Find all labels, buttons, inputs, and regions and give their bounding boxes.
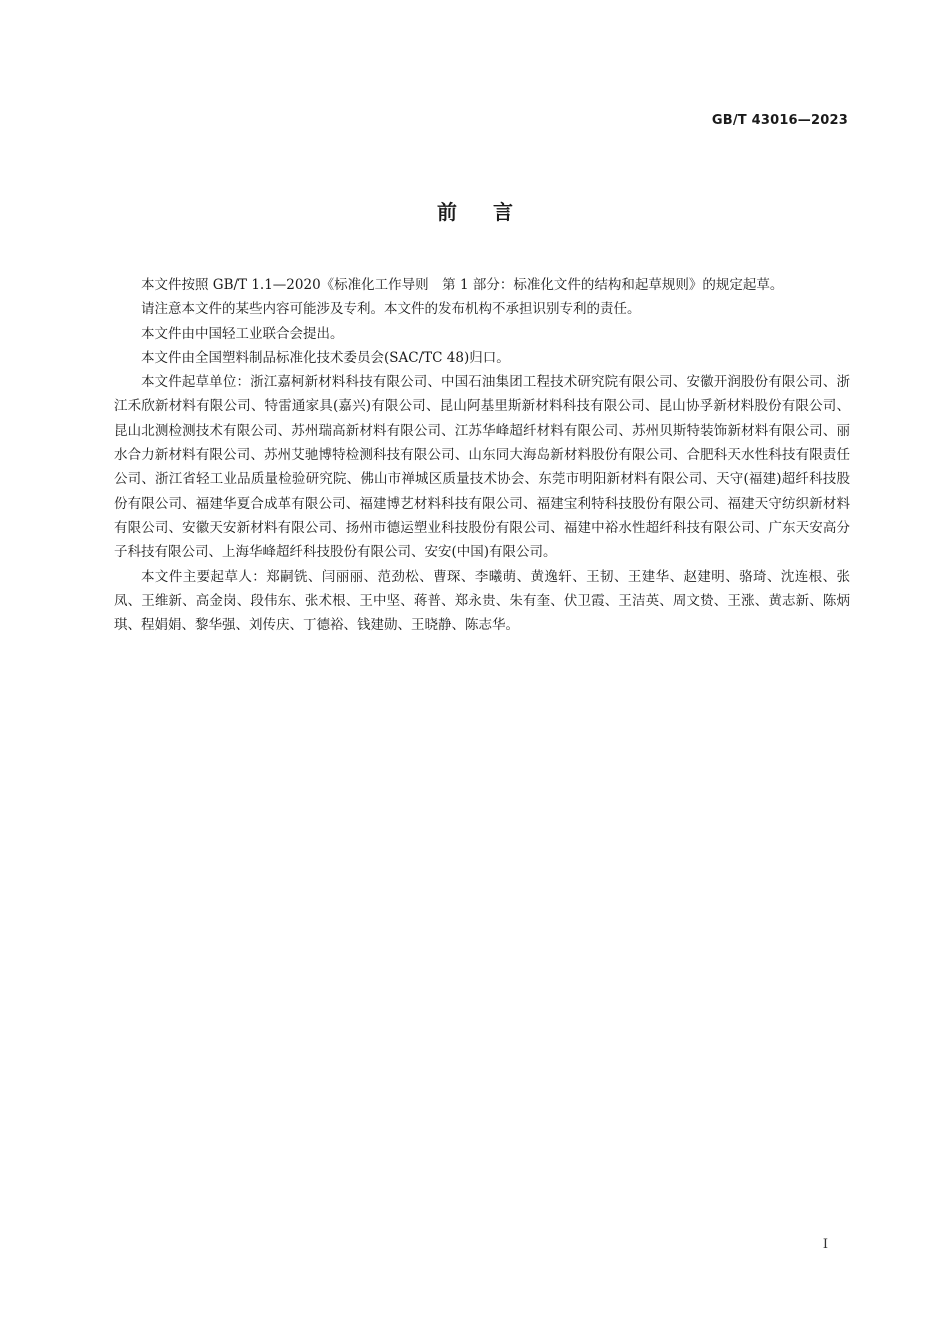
foreword-body — [114, 273, 850, 637]
page-number: I — [822, 1237, 828, 1252]
paragraph-proposer: 本文件由中国轻工业联合会提出。 — [141, 325, 344, 342]
section-title: 前言 — [437, 200, 549, 224]
paragraph-patent-notice: 请注意本文件的某些内容可能涉及专利。本文件的发布机构不承担识别专利的责任。 — [141, 301, 641, 318]
paragraph-technical-committee: 本文件由全国塑料制品标准化技术委员会(SAC/TC 48)归口。 — [141, 349, 510, 366]
paragraph-drafting-rules: 本文件按照 GB/T 1.1—2020《标准化工作导则 第 1 部分：标准化文件的结构和起草规则》的规定起草。 — [141, 277, 784, 293]
paragraph-drafters: 本文件主要起草人：郑嗣铣、闫丽丽、范劲松、曹琛、李曦萌、黄逸轩、王韧、王建华、赵建明、骆琦、沈连根、张凤、王维新、高金岗、段伟东、张术根、王中坚、蒋普、郑永贵、朱有奎、伏卫霞、王洁英、周文贽、王涨、黄志新、陈炳琪、程娟娟、黎华强、刘传庆、丁德裕、钱建勋、王晓静、陈志华。 — [114, 568, 850, 634]
paragraph-drafting-units: 本文件起草单位：浙江嘉柯新材料科技有限公司、中国石油集团工程技术研究院有限公司、安徽开润股份有限公司、浙江禾欣新材料有限公司、特雷通家具(嘉兴)有限公司、昆山阿基里斯新材料科技有限公司、昆山协孚新材料股份有限公司、昆山北测检测技术有限公司、苏州瑞高新材料有限公司、江苏华峰超纤材料有限公司、苏州贝斯特装饰新材料有限公司、丽水合力新材料有限公司、苏州艾驰博特检测科技有限公司、山东同大海岛新材料股份有限公司、合肥科天水性科技有限责任公司、浙江省轻工业品质量检验研究院、佛山市禅城区质量技术协会、东莞市明阳新材料有限公司、天守(福建)超纤科技股份有限公司、福建华夏合成革有限公司、福建博艺材料科技有限公司、福建宝利特科技股份有限公司、福建天守纺织新材料有限公司、安徽天安新材料有限公司、扬州市德运塑业科技股份有限公司、福建中裕水性超纤科技有限公司、广东天安高分子科技有限公司、上海华峰超纤科技股份有限公司、安安(中国)有限公司。 — [114, 374, 850, 561]
standard-number: GB/T 43016—2023 — [711, 113, 848, 128]
